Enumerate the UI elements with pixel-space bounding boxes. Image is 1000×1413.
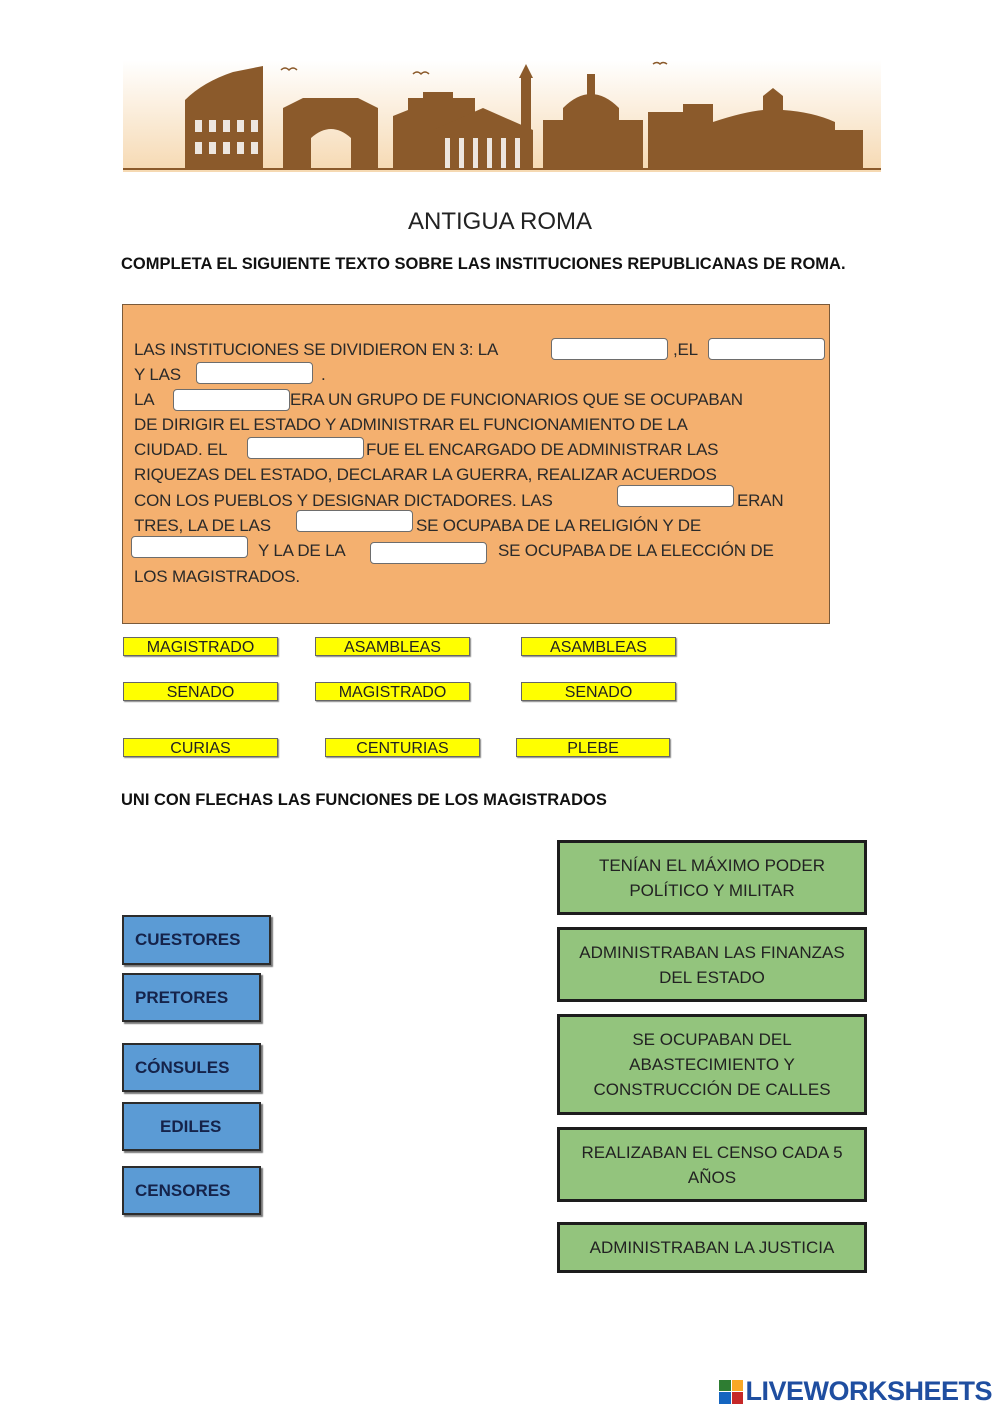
word-chip[interactable]: SENADO xyxy=(521,682,676,701)
magistrate-box-cuestores[interactable]: CUESTORES xyxy=(122,915,271,965)
function-box[interactable]: SE OCUPABAN DEL ABASTECIMIENTO Y CONSTRUCCIÓN DE CALLES xyxy=(557,1014,867,1115)
text-line: FUE EL ENCARGADO DE ADMINISTRAR LAS xyxy=(366,440,719,459)
answer-blank[interactable] xyxy=(196,362,313,384)
function-box[interactable]: ADMINISTRABAN LA JUSTICIA xyxy=(557,1222,867,1273)
word-chip[interactable]: PLEBE xyxy=(516,738,670,757)
text-line: SE OCUPABA DE LA ELECCIÓN DE xyxy=(498,541,774,560)
answer-blank[interactable] xyxy=(617,485,734,507)
fill-in-text-area xyxy=(122,304,830,624)
text-line: . xyxy=(321,365,326,384)
liveworksheets-logo-icon xyxy=(719,1380,743,1404)
text-line: Y LAS xyxy=(134,365,181,384)
word-chip[interactable]: ASAMBLEAS xyxy=(315,637,470,656)
text-line: DE DIRIGIR EL ESTADO Y ADMINISTRAR EL FUNCIONAMIENTO DE LA xyxy=(134,415,688,434)
answer-blank[interactable] xyxy=(131,536,248,558)
exercise2-instruction: UNI CON FLECHAS LAS FUNCIONES DE LOS MAGISTRADOS xyxy=(121,791,607,809)
answer-blank[interactable] xyxy=(708,338,825,360)
function-box[interactable]: TENÍAN EL MÁXIMO PODER POLÍTICO Y MILITAR xyxy=(557,840,867,915)
answer-blank[interactable] xyxy=(247,437,364,459)
text-line: SE OCUPABA DE LA RELIGIÓN Y DE xyxy=(416,516,702,535)
text-line: LAS INSTITUCIONES SE DIVIDIERON EN 3: LA xyxy=(134,340,499,359)
text-line: LOS MAGISTRADOS. xyxy=(134,567,300,586)
word-chip[interactable]: MAGISTRADO xyxy=(315,682,470,701)
rome-skyline-banner xyxy=(123,60,881,172)
text-line: ERAN xyxy=(737,491,784,510)
answer-blank[interactable] xyxy=(551,338,668,360)
answer-blank[interactable] xyxy=(296,510,413,532)
word-chip[interactable]: MAGISTRADO xyxy=(123,637,278,656)
text-line: RIQUEZAS DEL ESTADO, DECLARAR LA GUERRA, REALIZAR ACUERDOS xyxy=(134,465,717,484)
word-chip[interactable]: CENTURIAS xyxy=(325,738,480,757)
word-chip[interactable]: CURIAS xyxy=(123,738,278,757)
text-line: LA xyxy=(134,390,155,409)
text-line: ERA UN GRUPO DE FUNCIONARIOS QUE SE OCUPABAN xyxy=(290,390,743,409)
answer-blank[interactable] xyxy=(173,389,290,411)
word-chip[interactable]: ASAMBLEAS xyxy=(521,637,676,656)
magistrate-box-pretores[interactable]: PRETORES xyxy=(122,973,261,1022)
function-box[interactable]: REALIZABAN EL CENSO CADA 5 AÑOS xyxy=(557,1127,867,1202)
text-line: Y LA DE LA xyxy=(258,541,346,560)
word-chip[interactable]: SENADO xyxy=(123,682,278,701)
magistrate-box-ediles[interactable]: EDILES xyxy=(122,1102,261,1151)
text-line: CON LOS PUEBLOS Y DESIGNAR DICTADORES. LAS xyxy=(134,491,553,510)
magistrate-box-censores[interactable]: CENSORES xyxy=(122,1166,261,1215)
exercise1-instruction: COMPLETA EL SIGUIENTE TEXTO SOBRE LAS INSTITUCIONES REPUBLICANAS DE ROMA. xyxy=(121,255,846,273)
text-line: CIUDAD. EL xyxy=(134,440,228,459)
liveworksheets-logo-text: LIVEWORKSHEETS xyxy=(745,1376,992,1406)
magistrate-box-consules[interactable]: CÓNSULES xyxy=(122,1043,261,1092)
liveworksheets-logo xyxy=(719,1376,992,1407)
answer-blank[interactable] xyxy=(370,542,487,564)
text-line: TRES, LA DE LAS xyxy=(134,516,271,535)
function-box[interactable]: ADMINISTRABAN LAS FINANZAS DEL ESTADO xyxy=(557,927,867,1002)
page-title: ANTIGUA ROMA xyxy=(407,208,593,235)
text-line: ,EL xyxy=(673,340,698,359)
